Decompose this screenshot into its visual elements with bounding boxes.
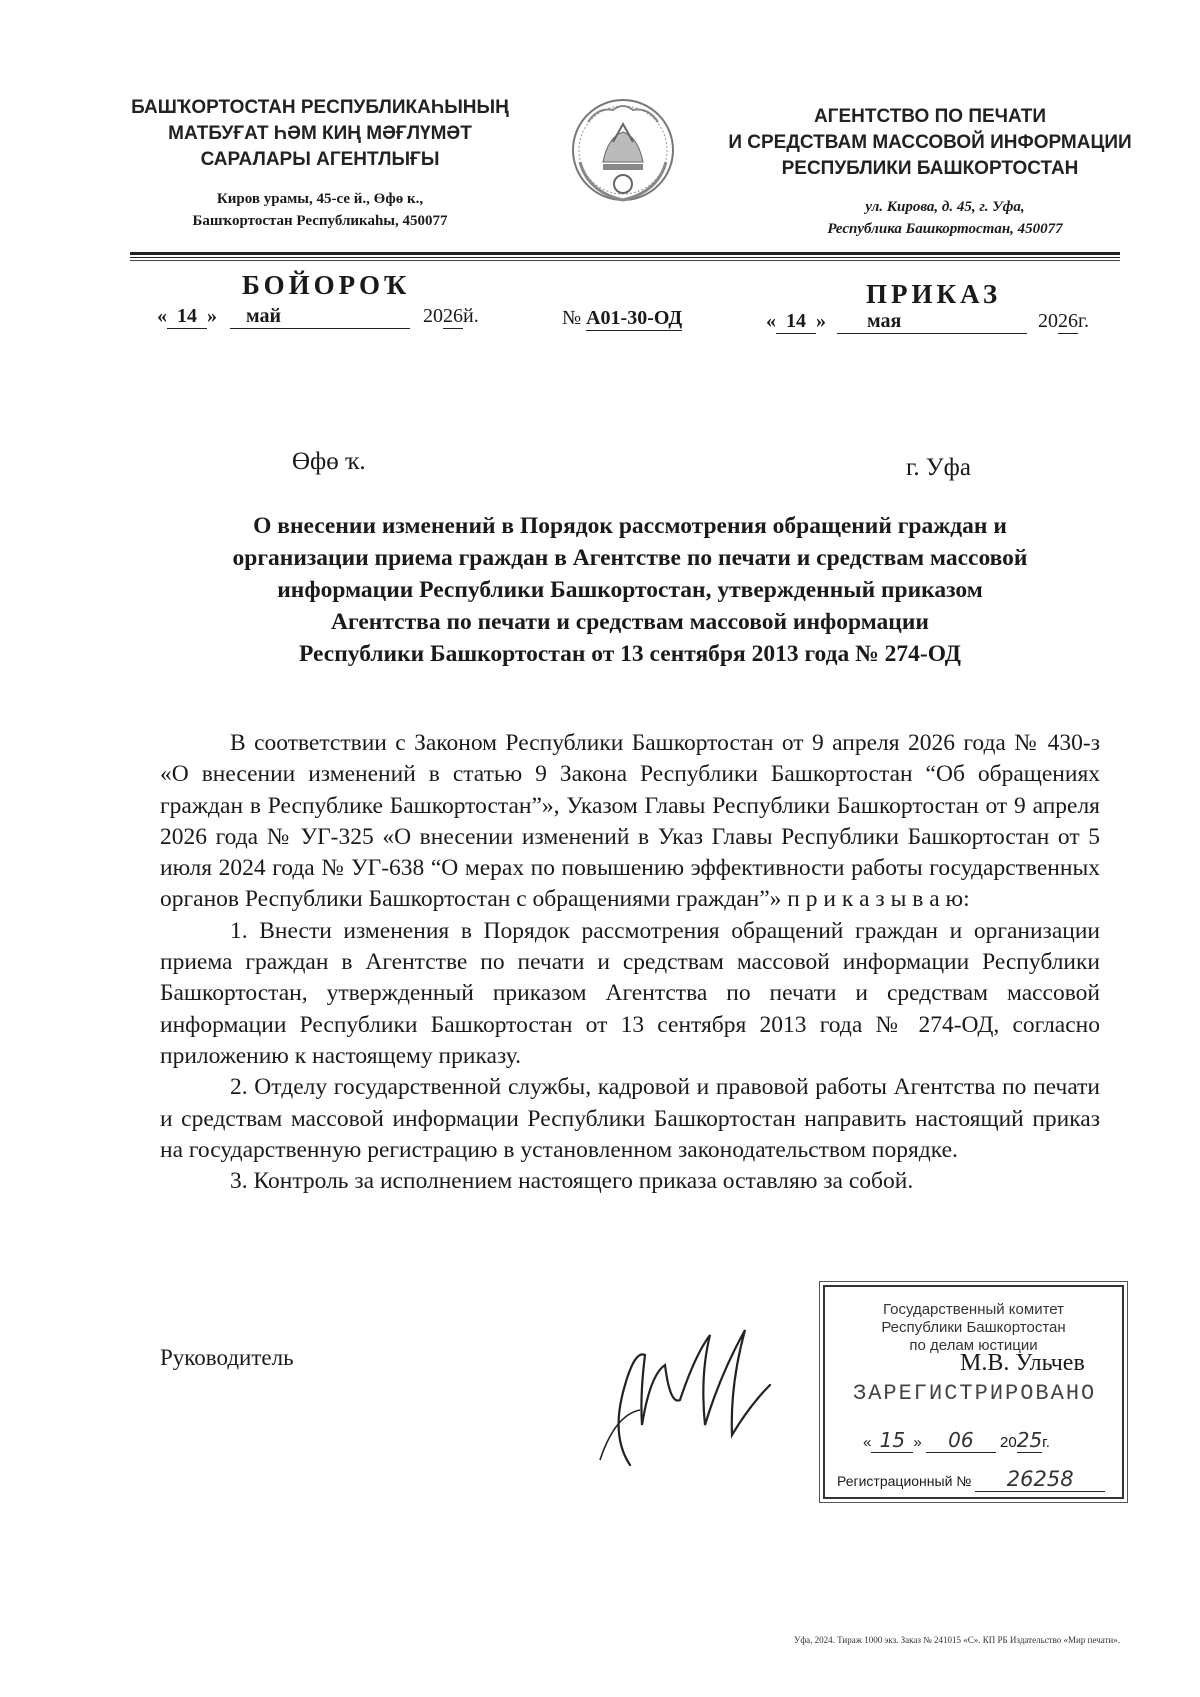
stamp-org-line: Государственный комитет: [883, 1301, 1064, 1318]
org-name-bashkir: [100, 95, 540, 173]
org-line: МАТБУҒАТ ҺӘМ КИҢ МӘҒЛҮМӘТ: [168, 123, 472, 144]
quote: «: [766, 310, 776, 332]
stamp-reg-label: Регистрационный №: [837, 1473, 972, 1489]
title-line: организации приема граждан в Агентстве по печати и средствам массовой: [232, 545, 1028, 571]
stamp-date-year-suffix: г.: [1042, 1434, 1050, 1451]
title-line: информации Республики Башкортостан, утвержденный приказом: [277, 577, 983, 603]
date-bashkir: [157, 305, 497, 329]
stamp-status: ЗАРЕГИСТРИРОВАНО: [853, 1381, 1097, 1406]
city-russian: г. Уфа: [906, 454, 971, 481]
print-footer: Уфа, 2024. Тираж 1000 экз. Заказ № 241015 «С». КП РБ Издательство «Мир печати».: [793, 1635, 1120, 1645]
paragraph: 2. Отделу государственной службы, кадровой и правовой работы Агентства по печати и средствам массовой информации Республики Башкортостан направить настоящий приказ на государственную регистрацию в установленном законодательством порядке.: [160, 1074, 1100, 1163]
org-line: АГЕНТСТВО ПО ПЕЧАТИ: [813, 106, 1047, 127]
date-year-suffix: й.: [463, 305, 479, 327]
doc-kind-russian: ПРИКАЗ: [866, 279, 1002, 309]
date-russian: [766, 310, 1106, 334]
registration-stamp: [823, 1285, 1124, 1499]
org-name-russian: [725, 104, 1135, 182]
quote: «: [157, 305, 167, 327]
date-month: май: [230, 305, 410, 329]
paragraph: 1. Внести изменения в Порядок рассмотрения обращений граждан и организации приема граждан в Агентстве по печати и средствам массовой информации Республики Башкортостан, утвержденный приказом Агентства по печати и средствам массовой информации Республики Башкортостан от 13 сентября 2013 года № 274-ОД, согласно приложению к настоящему приказу.: [160, 917, 1100, 1069]
stamp-date-day: 15: [871, 1428, 913, 1453]
address-line: Республика Башкортостан, 450077: [827, 221, 1063, 237]
address-russian: [780, 196, 1110, 240]
quote: «: [863, 1434, 872, 1451]
stamp-date-month: 06: [926, 1428, 996, 1453]
address-bashkir: [150, 188, 490, 232]
document-body: [160, 728, 1100, 1197]
doc-kind-bashkir: БОЙОРОҠ: [242, 270, 411, 300]
date-year: 26: [443, 305, 463, 327]
org-line: РЕСПУБЛИКИ БАШКОРТОСТАН: [781, 158, 1079, 179]
stamp-date: [863, 1428, 1122, 1453]
header-divider: [130, 260, 1120, 261]
date-day: 14: [776, 310, 816, 334]
bashkortostan-emblem-icon: [568, 92, 678, 212]
date-day: 14: [167, 305, 207, 329]
address-line: Киров урамы, 45-се й., Өфө к.,: [216, 191, 424, 207]
quote: »: [816, 310, 826, 332]
paragraph: 3. Контроль за исполнением настоящего приказа оставляю за собой.: [230, 1168, 914, 1195]
document-title: [165, 510, 1095, 670]
signatory-name: М.В. Ульчев: [960, 1350, 1085, 1376]
date-month: мая: [837, 310, 1027, 334]
stamp-org-line: по делам юстиции: [909, 1337, 1038, 1354]
stamp-org-line: Республики Башкортостан: [881, 1319, 1066, 1336]
title-line: Агентства по печати и средствам массовой информации: [331, 609, 929, 635]
title-line: О внесении изменений в Порядок рассмотрения обращений граждан и: [253, 513, 1007, 539]
org-line: САРАЛАРЫ АГЕНТЛЫҒЫ: [200, 149, 440, 170]
handwritten-signature: [570, 1315, 800, 1475]
address-line: Башҡортостан Республикаһы, 450077: [192, 213, 448, 229]
stamp-reg-number: 26258: [975, 1467, 1105, 1492]
stamp-reg-line: [837, 1467, 1122, 1492]
order-number: [562, 307, 682, 331]
stamp-date-year: 25: [1016, 1428, 1043, 1452]
date-year-prefix: 20: [423, 305, 443, 327]
paragraph: В соответствии с Законом Республики Башкортостан от 9 апреля 2026 года № 430-з «О внесении изменений в статью 9 Закона Республики Башкортостан “Об обращениях граждан в Республике Башкортостан”», Указом Главы Республики Башкортостан от 9 апреля 2026 года № УГ-325 «О внесении изменений в Указ Главы Республики Башкортостан от 5 июля 2024 года № УГ-638 “О мерах по повышению эффективности работы государственных органов Республики Башкортостан с обращениями граждан”» п р и к а з ы в а ю:: [160, 730, 1100, 913]
date-year-suffix: г.: [1078, 310, 1089, 332]
date-year: 26: [1058, 310, 1078, 332]
address-line: ул. Кирова, д. 45, г. Уфа,: [865, 199, 1025, 215]
title-line: Республики Башкортостан от 13 сентября 2013 года № 274-ОД: [299, 641, 961, 667]
quote: »: [207, 305, 217, 327]
header-divider: [130, 252, 1120, 255]
number-sign: №: [562, 307, 582, 329]
quote: »: [913, 1434, 922, 1451]
signatory-role: Руководитель: [160, 1345, 294, 1370]
date-year-prefix: 20: [1038, 310, 1058, 332]
stamp-date-year-prefix: 20: [1000, 1434, 1017, 1451]
org-line: И СРЕДСТВАМ МАССОВОЙ ИНФОРМАЦИИ: [728, 132, 1132, 153]
org-line: БАШҠОРТОСТАН РЕСПУБЛИКАҺЫНЫҢ: [131, 97, 509, 118]
header-divider: [130, 257, 1120, 258]
city-bashkir: Өфө ҡ.: [292, 448, 366, 475]
stamp-org: [825, 1301, 1122, 1355]
order-number-value: А01-30-ОД: [586, 307, 683, 329]
